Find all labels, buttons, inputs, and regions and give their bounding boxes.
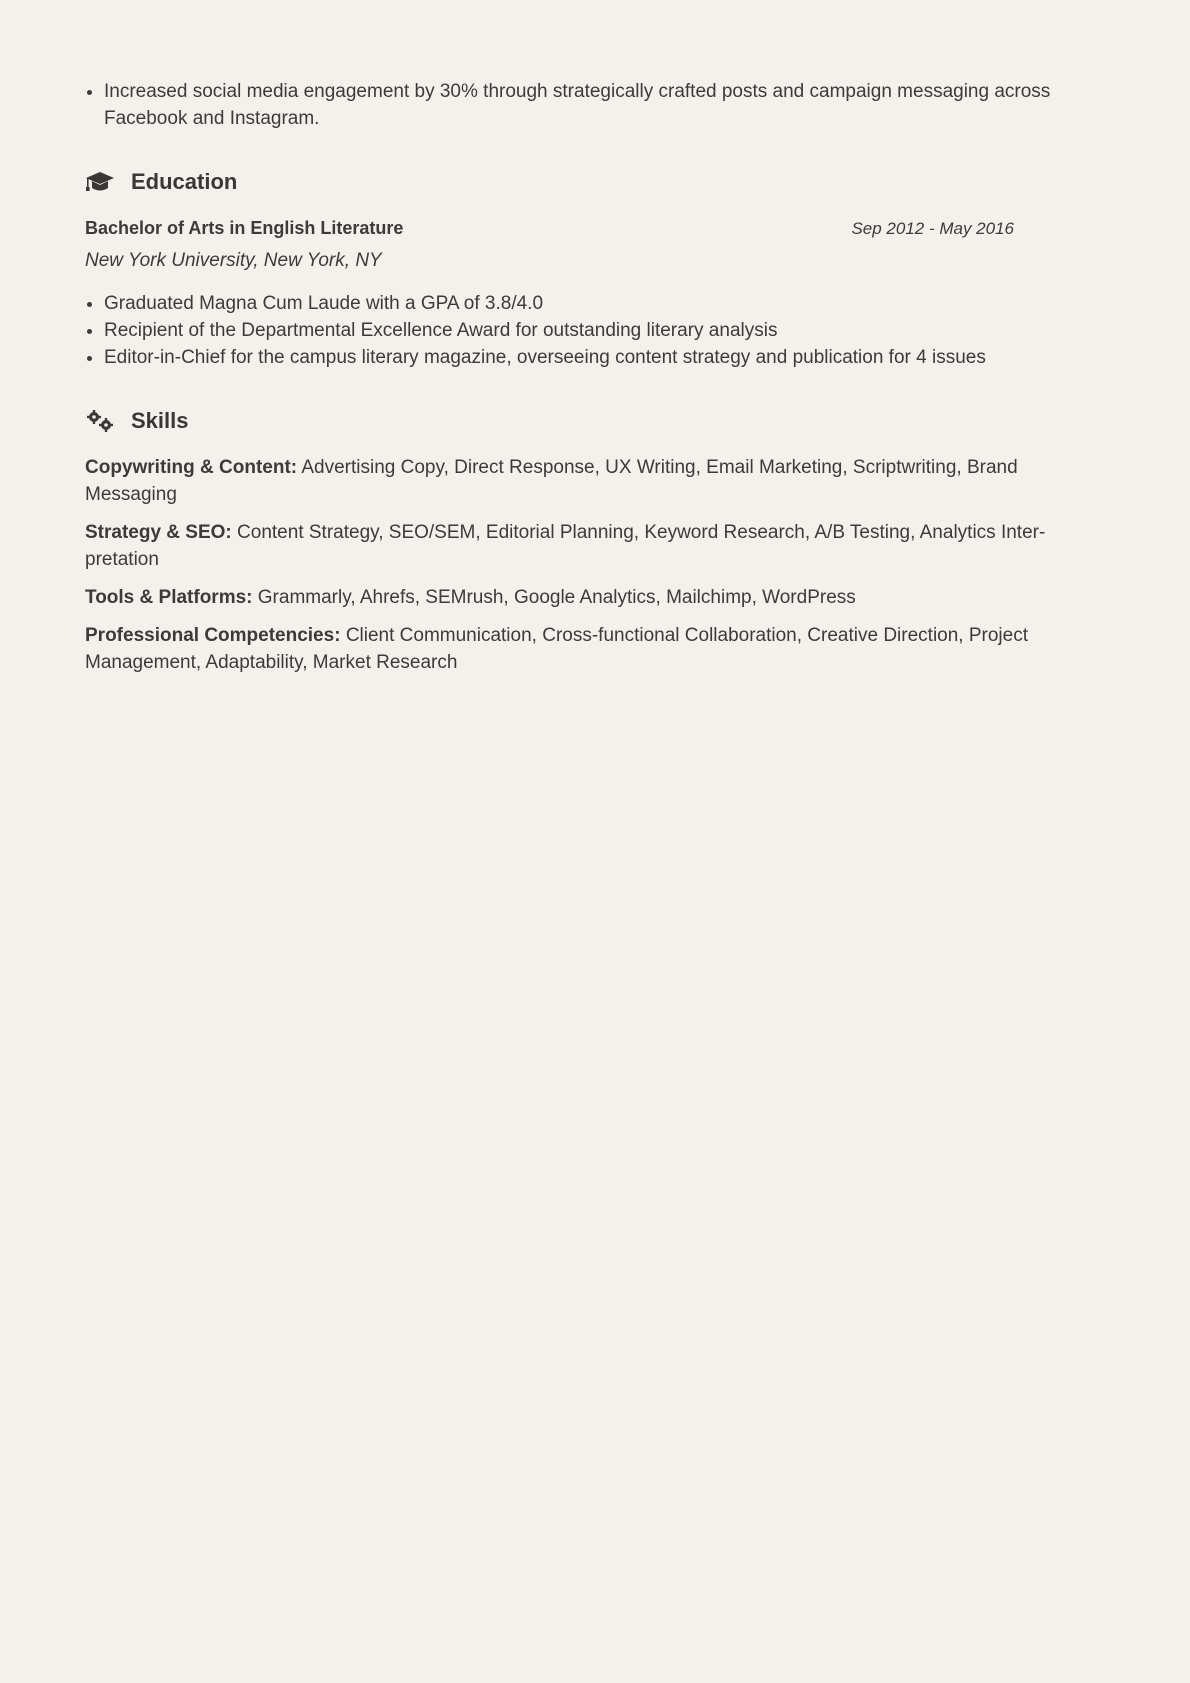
skill-row: Professional Competencies: Client Communication, Cross-functional Collaboration, Creative Direction, Project Management, Adaptability, Market Research (85, 625, 1028, 673)
education-bullets (85, 290, 1107, 371)
experience-bullets (85, 78, 1107, 132)
skills-heading: Skills (85, 407, 1107, 434)
bullet-item: • Editor-in-Chief for the campus literary magazine, overseeing content strategy and publication for 4 issues (104, 344, 1107, 371)
bullet-item: • Recipient of the Departmental Excellence Award for outstanding literary analysis (104, 317, 1107, 344)
skill-row: Strategy & SEO: Content Strategy, SEO/SEM, Editorial Planning, Keyword Research, A/B Testing, Analytics Interpretation (85, 522, 1046, 570)
bullet-item: • Increased social media engagement by 30% through strategically crafted posts and campaign messaging across Facebook and Instagram. (104, 78, 1107, 132)
school-name: New York University, New York, NY (85, 250, 382, 271)
gears-icon (85, 409, 115, 433)
degree-row (85, 215, 1107, 242)
resume-page (85, 78, 1107, 687)
skill-row: Tools & Platforms: Grammarly, Ahrefs, SEMrush, Google Analytics, Mailchimp, WordPress (85, 587, 856, 608)
education-section (85, 168, 1107, 371)
degree-name: Bachelor of Arts in English Literature (85, 218, 404, 238)
skill-row: Copywriting & Content: Advertising Copy, Direct Response, UX Writing, Email Marketing, Scriptwriting, Brand Messaging (85, 457, 1018, 505)
education-heading: Education (85, 168, 1107, 195)
skills-section (85, 407, 1107, 676)
degree-dates: Sep 2012 - May 2016 (851, 219, 1014, 238)
graduation-cap-icon (85, 170, 115, 194)
bullet-item: • Graduated Magna Cum Laude with a GPA of 3.8/4.0 (104, 290, 1107, 317)
